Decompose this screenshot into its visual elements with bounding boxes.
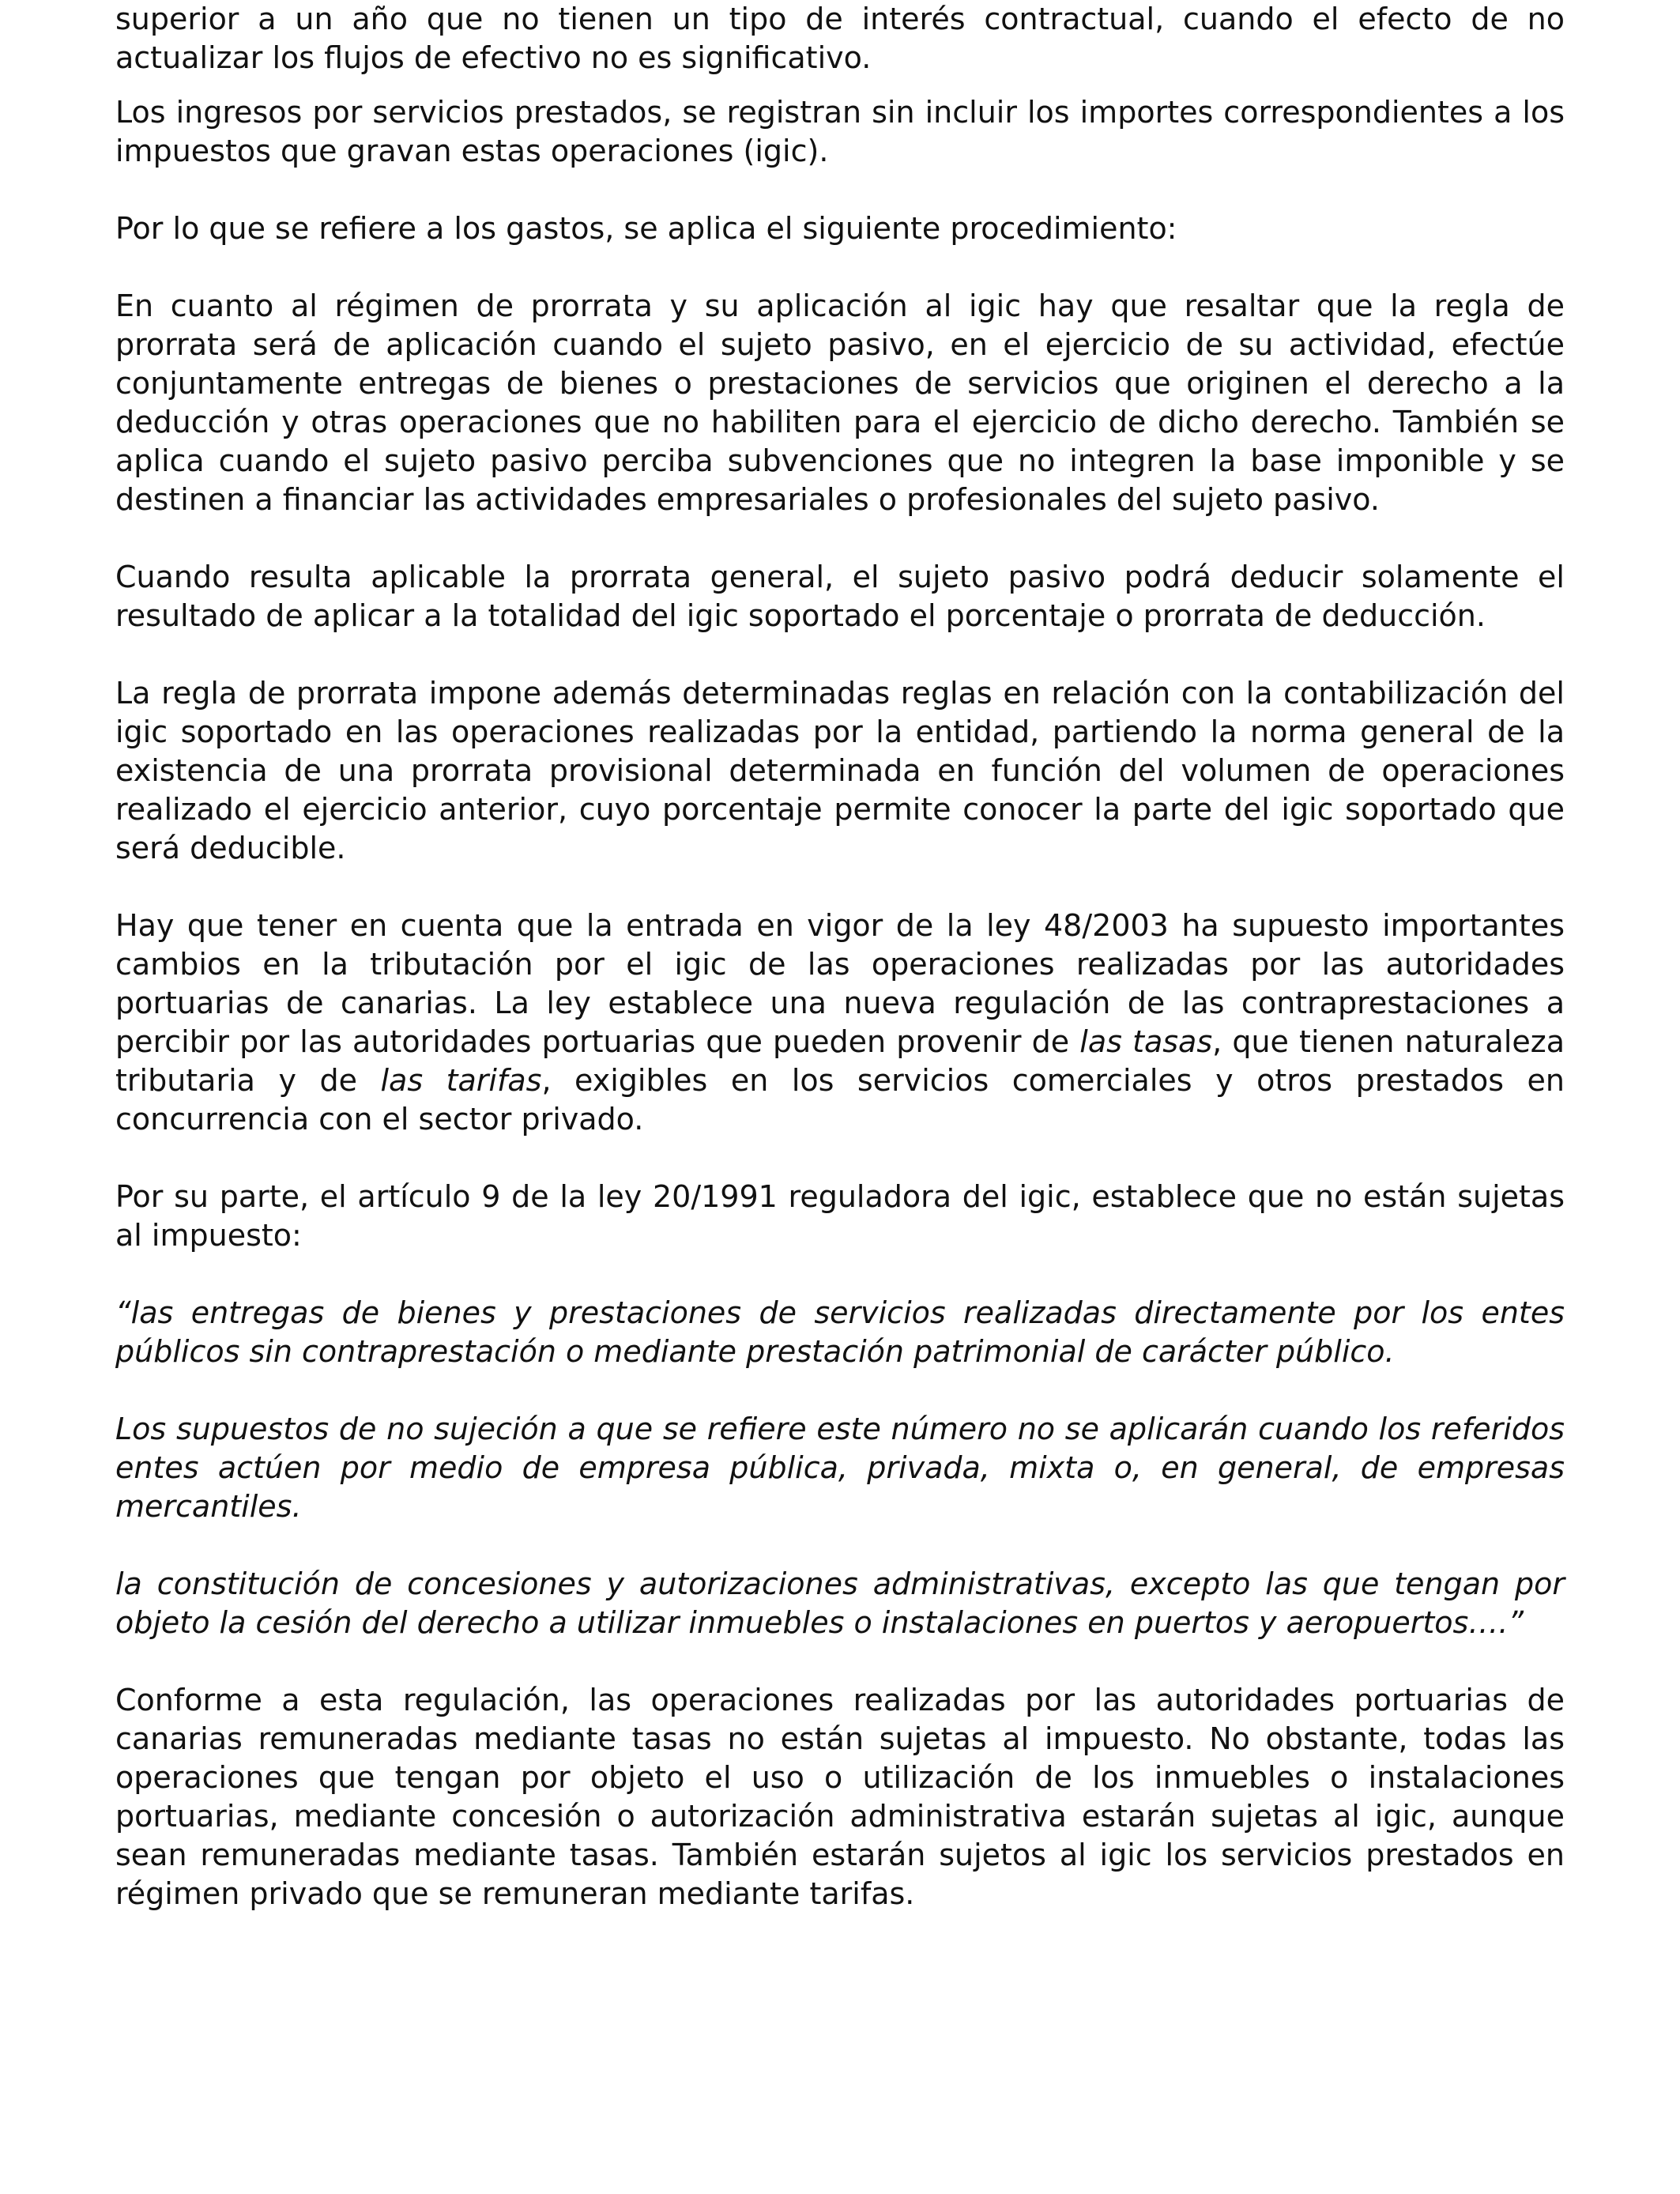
paragraph-article-9: Por su parte, el artículo 9 de la ley 20/1991 reguladora del igic, establece que no están sujetas al impuesto: bbox=[115, 1179, 1565, 1253]
law-text-part-3: , exigibles en los servicios comerciales y otros prestados en concurrencia con el sector privado. bbox=[115, 1063, 1565, 1137]
quote-no-sujecion: Los supuestos de no sujeción a que se refiere este número no se aplicarán cuando los referidos entes actúen por medio de empresa pública, privada, mixta o, en general, de empresas mercantiles. bbox=[115, 1412, 1565, 1524]
law-text-tasas: las tasas bbox=[1079, 1024, 1213, 1059]
quote-entregas: “las entregas de bienes y prestaciones de servicios realizadas directamente por los entes públicos sin contraprestación o mediante prestación patrimonial de carácter público. bbox=[115, 1295, 1565, 1369]
law-text-tarifas: las tarifas bbox=[380, 1063, 542, 1098]
paragraph-conforme-regulacion: Conforme a esta regulación, las operaciones realizadas por las autoridades portuarias de canarias remuneradas mediante tasas no están sujetas al impuesto. No obstante, todas las operaciones que tengan por objeto el uso o utilización de los inmuebles o instalaciones portuarias, mediante concesión o autorización administrativa estarán sujetas al igic, aunque sean remuneradas mediante tasas. También estarán sujetos al igic los servicios prestados en régimen privado que se remuneran mediante tarifas. bbox=[115, 1683, 1565, 1911]
paragraph-expenses-intro: Por lo que se refiere a los gastos, se aplica el siguiente procedimiento: bbox=[115, 211, 1177, 246]
quote-concesiones: la constitución de concesiones y autorizaciones administrativas, excepto las que tengan por objeto la cesión del derecho a utilizar inmuebles o instalaciones en puertos y aeropuertos….” bbox=[115, 1566, 1565, 1640]
paragraph-effective-interest: superior a un año que no tienen un tipo de interés contractual, cuando el efecto de no actualizar los flujos de efectivo no es significativo. bbox=[115, 2, 1565, 75]
paragraph-prorrata-general: Cuando resulta aplicable la prorrata general, el sujeto pasivo podrá deducir solamente el resultado de aplicar a la totalidad del igic soportado el porcentaje o prorrata de deducción. bbox=[115, 560, 1565, 633]
paragraph-service-income: Los ingresos por servicios prestados, se registran sin incluir los importes correspondientes a los impuestos que gravan estas operaciones (igic). bbox=[115, 95, 1565, 168]
document-page bbox=[115, 0, 1565, 1913]
paragraph-law-48-2003 bbox=[115, 907, 1565, 1139]
paragraph-prorrata-regime: En cuanto al régimen de prorrata y su aplicación al igic hay que resaltar que la regla de prorrata será de aplicación cuando el sujeto pasivo, en el ejercicio de su actividad, efectúe conjuntamente entregas de bienes o prestaciones de servicios que originen el derecho a la deducción y otras operaciones que no habiliten para el ejercicio de dicho derecho. También se aplica cuando el sujeto pasivo perciba subvenciones que no integren la base imponible y se destinen a financiar las actividades empresariales o profesionales del sujeto pasivo. bbox=[115, 288, 1565, 517]
paragraph-prorrata-rules: La regla de prorrata impone además determinadas reglas en relación con la contabilización del igic soportado en las operaciones realizadas por la entidad, partiendo la norma general de la existencia de una prorrata provisional determinada en función del volumen de operaciones realizado el ejercicio anterior, cuyo porcentaje permite conocer la parte del igic soportado que será deducible. bbox=[115, 676, 1565, 865]
law-text-part-2: , que tienen naturaleza tributaria y de bbox=[115, 1024, 1565, 1098]
law-text-part-1: Hay que tener en cuenta que la entrada en vigor de la ley 48/2003 ha supuesto importantes cambios en la tributación por el igic de las operaciones realizadas por las autoridades portuarias de canarias. La ley establece una nueva regulación de las contraprestaciones a percibir por las autoridades portuarias que pueden provenir de bbox=[115, 908, 1565, 1059]
